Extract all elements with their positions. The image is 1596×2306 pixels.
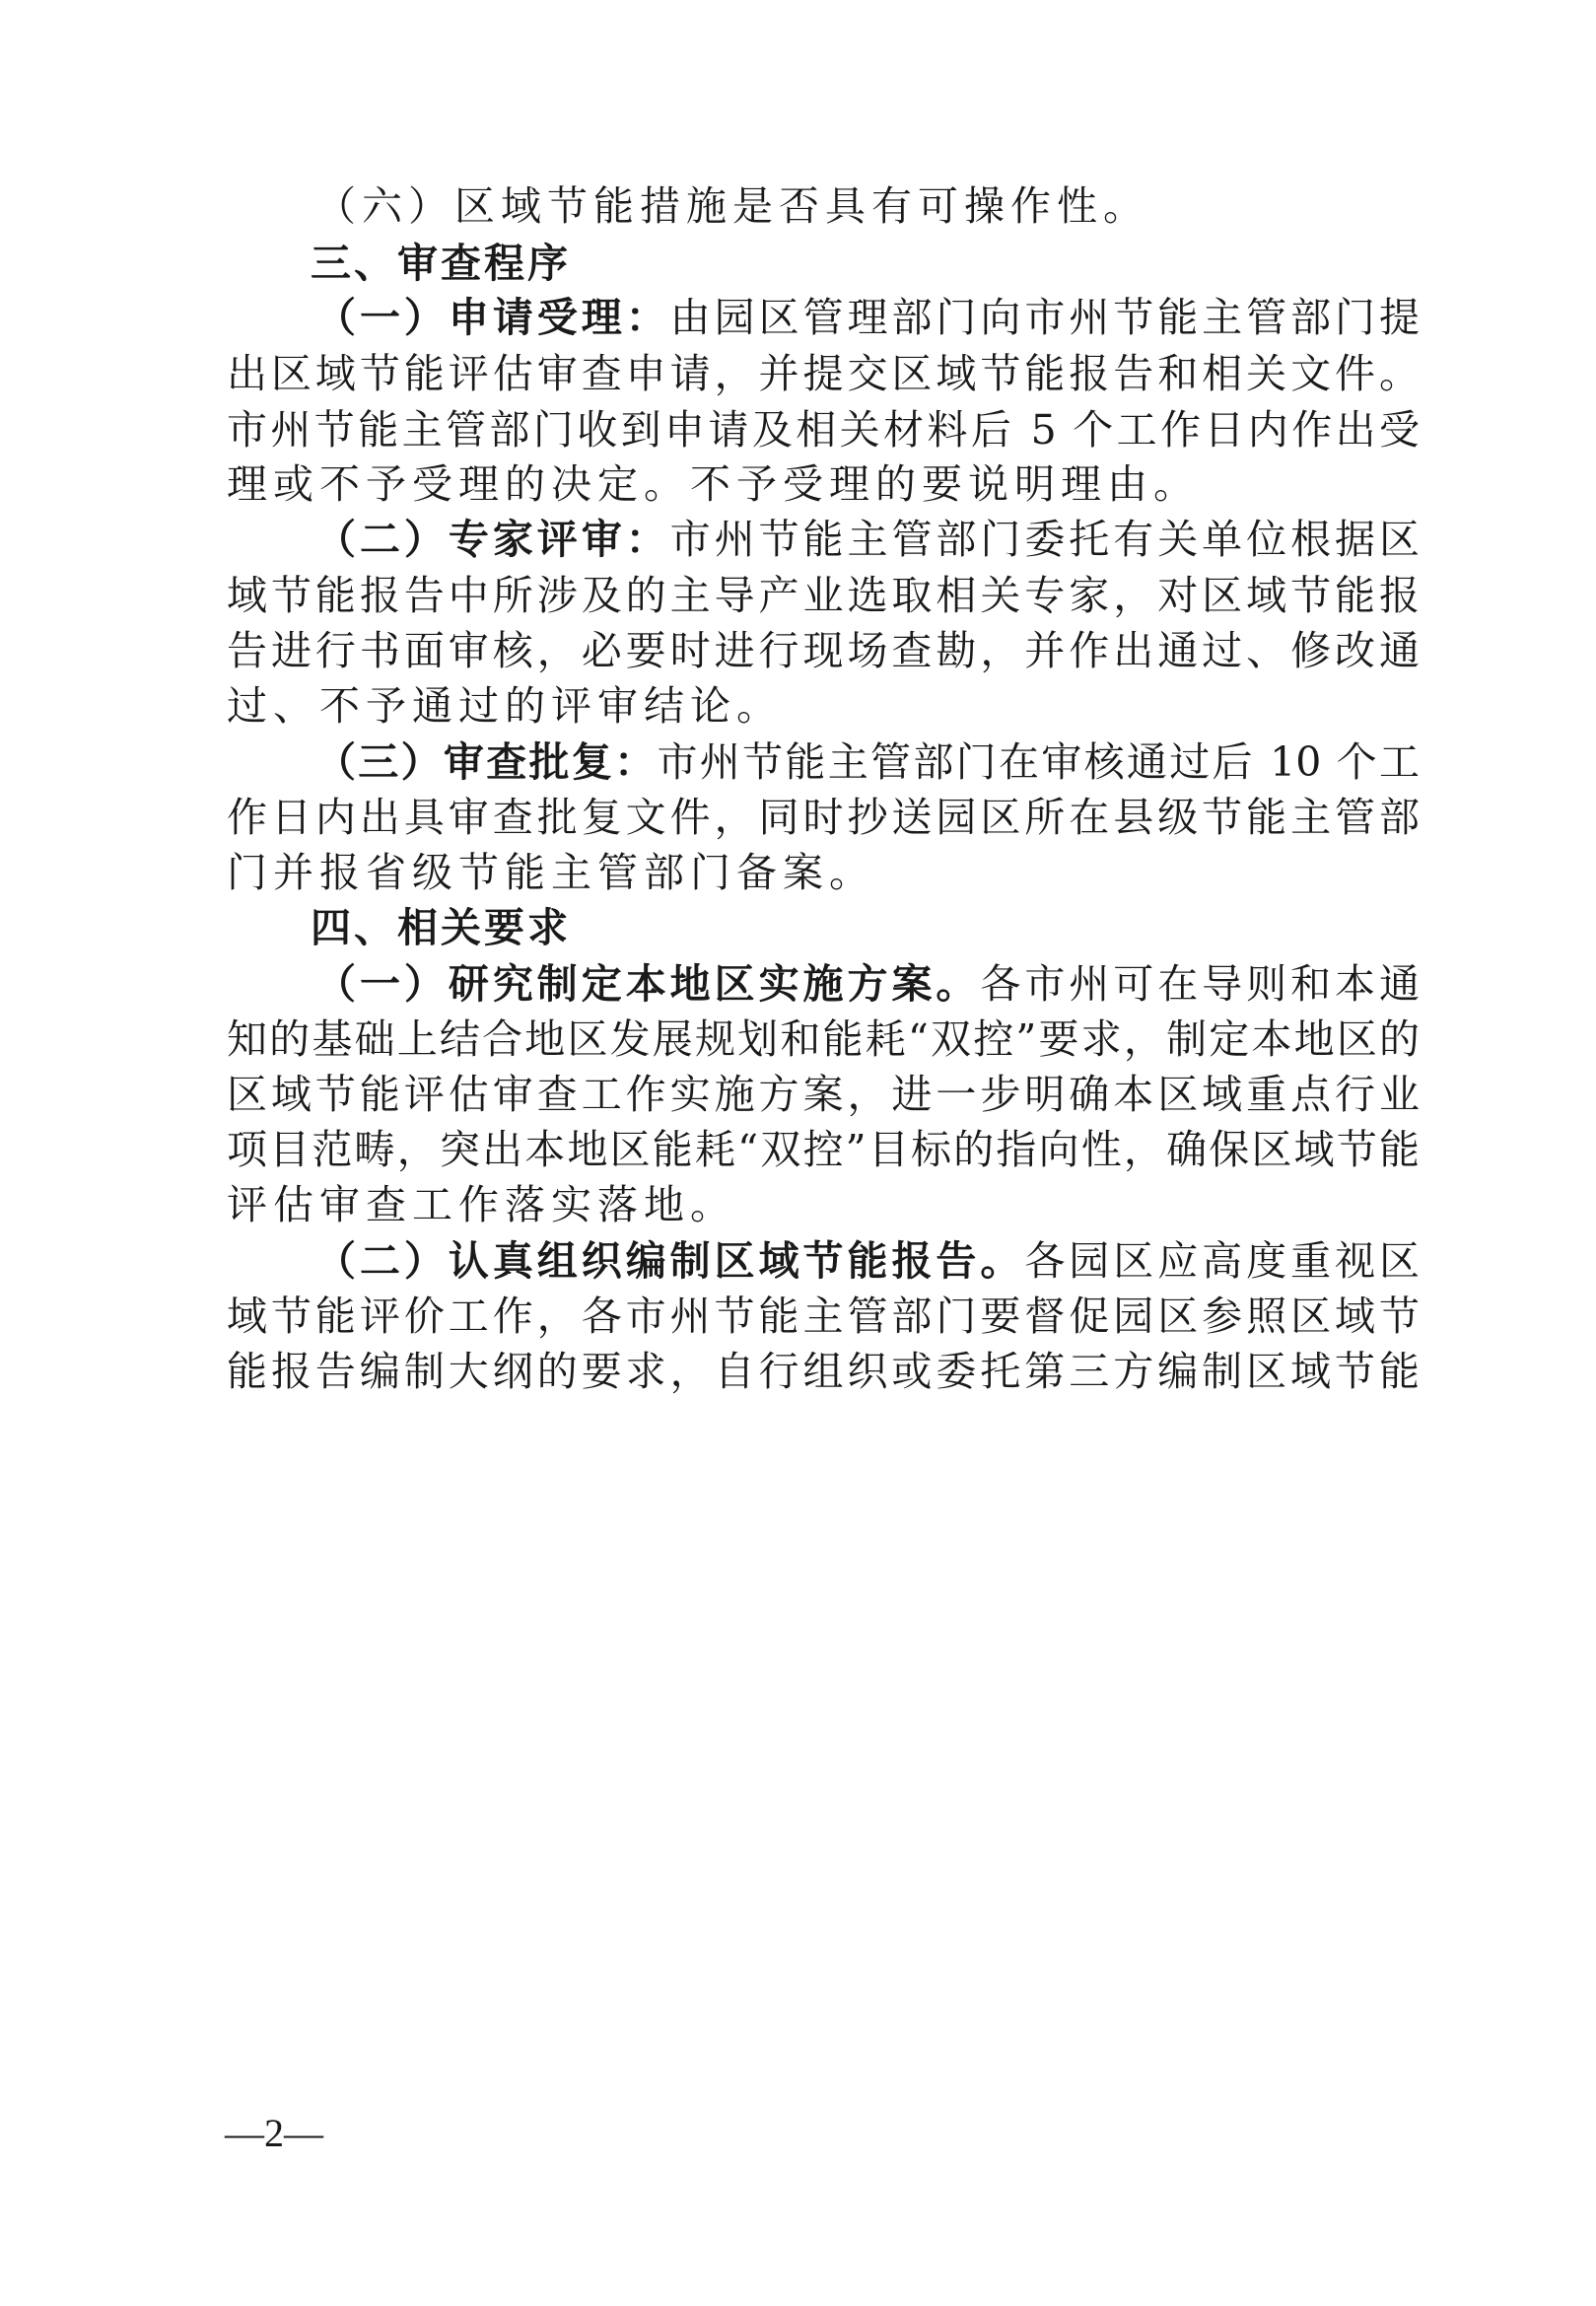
text-line: 理或不予受理的决定。不予受理的要说明理由。 bbox=[227, 460, 1200, 508]
text-line: 告进行书面审核，必要时进行现场查勘，并作出通过、修改通 bbox=[227, 627, 1420, 674]
paragraph-start bbox=[315, 516, 1420, 563]
text-line: 作日内出具审查批复文件，同时抄送园区所在县级节能主管部 bbox=[227, 794, 1420, 841]
paragraph-start bbox=[315, 294, 1420, 341]
item-heading: （二）专家评审： bbox=[315, 516, 670, 563]
text-line: 过、不予通过的评审结论。 bbox=[227, 682, 783, 730]
text-line: 市州节能主管部门收到申请及相关材料后 5 个工作日内作出受 bbox=[227, 406, 1420, 454]
text-run: 各园区应高度重视区 bbox=[1024, 1237, 1421, 1285]
text-line: 门并报省级节能主管部门备案。 bbox=[227, 849, 875, 896]
text-line: 域节能报告中所涉及的主导产业选取相关专家，对区域节能报 bbox=[227, 572, 1420, 619]
section-heading: 四、相关要求 bbox=[311, 904, 571, 951]
item-heading: （三）审查批复： bbox=[315, 738, 658, 786]
page-number: —2— bbox=[225, 2111, 323, 2155]
paragraph-start bbox=[315, 738, 1420, 786]
text-line: 知的基础上结合地区发展规划和能耗“双控”要求，制定本地区的 bbox=[227, 1015, 1420, 1063]
item-heading: （二）认真组织编制区域节能报告。 bbox=[315, 1237, 1025, 1285]
item-heading: （一）申请受理： bbox=[315, 294, 670, 341]
section-heading: 三、审查程序 bbox=[311, 240, 571, 287]
text-line: 能报告编制大纲的要求，自行组织或委托第三方编制区域节能 bbox=[227, 1348, 1420, 1395]
text-run: 市州节能主管部门委托有关单位根据区 bbox=[669, 516, 1421, 563]
item-heading: （一）研究制定本地区实施方案。 bbox=[315, 960, 981, 1008]
text-line: （六）区域节能措施是否具有可操作性。 bbox=[315, 182, 1149, 230]
text-run: 由园区管理部门向市州节能主管部门提 bbox=[669, 294, 1421, 341]
text-line: 评估审查工作落实落地。 bbox=[227, 1181, 736, 1228]
text-line: 区域节能评估审查工作实施方案，进一步明确本区域重点行业 bbox=[227, 1071, 1420, 1118]
text-run: 各市州可在导则和本通 bbox=[980, 960, 1420, 1008]
paragraph-start bbox=[315, 960, 1420, 1008]
text-line: 项目范畴，突出本地区能耗“双控”目标的指向性，确保区域节能 bbox=[227, 1126, 1420, 1173]
text-line: 出区域节能评估审查申请，并提交区域节能报告和相关文件。 bbox=[227, 350, 1420, 397]
paragraph-start bbox=[315, 1237, 1420, 1285]
text-line: 域节能评价工作，各市州节能主管部门要督促园区参照区域节 bbox=[227, 1293, 1420, 1340]
text-run: 市州节能主管部门在审核通过后 10 个工 bbox=[657, 738, 1420, 786]
